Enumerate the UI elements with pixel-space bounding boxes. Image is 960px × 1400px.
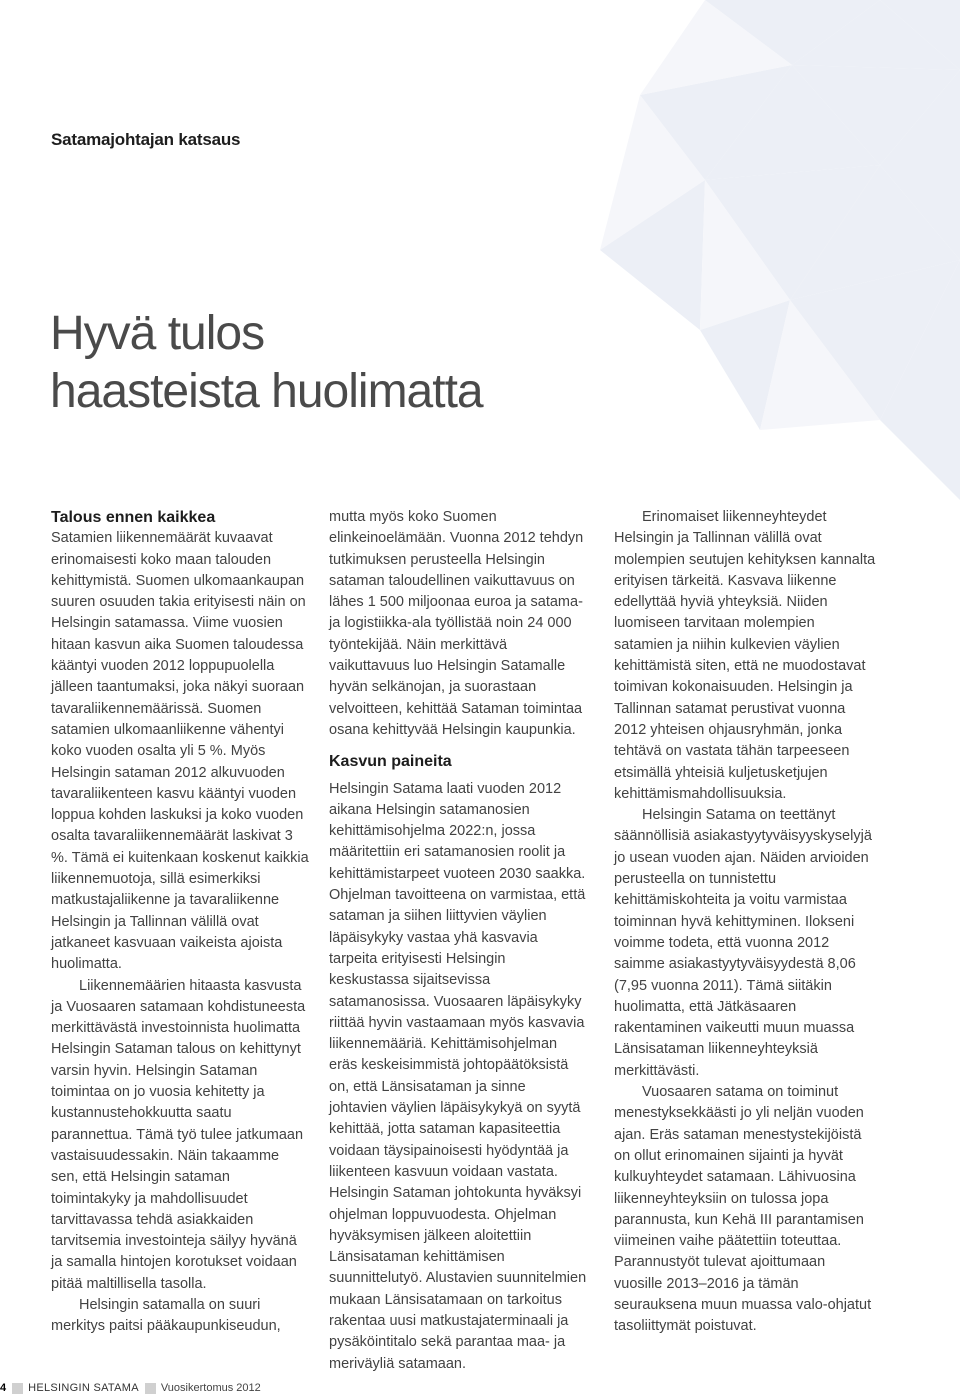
paragraph: Helsingin Satama laati vuoden 2012 aikana Helsingin satamanosien kehittämisohjelma 2022:n, jossa määritettiin eri satamanosien roolit ja kehittämistarpeet vuoteen 2030 saakka. Ohjelman tavoitteena on varmistaa, että sataman ja siihen liittyvien väylien läpäisykyky vastaa yhä kasvavia tarpeita erityisesti Helsingin keskustassa sijaitsevissa satamanosissa. Vuosaaren läpäisykyky riittää hyvin vastaamaan myös kasvavia liikennemääriä. Kehittämisohjelman eräs keskeisimmistä johtopäätöksistä on, että Länsisataman ja sinne johtavien väylien läpäisykykyä on syytä kehittää, jotta sataman kapasiteettia voidaan täysipainoisesti hyödyntää ja liikenteen kasvuun voidaan vastata. Helsingin Sataman johtokunta hyväksyi ohjelman loppuvuodesta. Ohjelman hyväksymisen jälkeen aloitettiin Länsisataman kehittämisen suunnittelutyö. Alustavien suunnitelmien mukaan Länsisatamaan on tarkoitus rakentaa uusi matkustajaterminaali ja pysäköintitalo sekä parantaa maa- ja meriväyliä satamaan. [329, 780, 587, 1372]
paragraph: Satamien liikennemäärät kuvaavat erinomaisesti koko maan talouden kehittymistä. Suomen ulkomaankaupan suuren osuuden takia erityisesti näin on Helsingin satamassa. Viime vuosien hitaan kasvun aika Suomen taloudessa kääntyi vuoden 2012 loppupuolella jälleen taantumaksi, joka näkyi suoraan tavaraliikennemäärissä. Suomen satamien ulkomaanliikenne vähentyi koko vuoden osalta yli 5 %. Myös Helsingin sataman 2012 alkuvuoden tavaraliikenteen kasvu kääntyi vuoden loppua kohden laskuksi ja koko vuoden osalta tavaraliikennemäärät laskivat 3 %. Tämä ei kuitenkaan koskenut kaikkia liikennemuotoja, sillä esimerkiksi matkustajaliikenne ja tavaraliikenne Helsingin ja Tallinnan välillä ovat jatkaneet kasvuaan vaikeista ajoista huolimatta. [51, 530, 309, 973]
report-name: Vuosikertomus 2012 [160, 1382, 261, 1394]
heading-kasvun-paineita: Kasvun paineita [329, 753, 452, 771]
section-label: Satamajohtajan katsaus [51, 130, 241, 149]
title-line-1: Hyvä tulos [50, 307, 265, 360]
publisher-name: HELSINGIN SATAMA [28, 1382, 139, 1394]
paragraph: Helsingin Satama on teettänyt säännöllisiä asiakastyytyväisyyskyselyjä jo usean vuoden ajan. Näiden arvioiden perusteella on tunnistettu kehittämiskohteita ja voitu varmistaa toiminnan hyvä kehittyminen. Ilokseni voimme todeta, että vuonna 2012 saimme asiakastyytyväisyydestä 8,06 (7,95 vuonna 2011). Tämä siitäkin huolimatta, että Jätkäsaaren rakentaminen vaikeutti muun muassa Länsisataman liikenneyhteyksiä merkittävästi. [614, 807, 872, 1079]
separator-square-icon [12, 1383, 23, 1394]
paragraph: Erinomaiset liikenneyhteydet Helsingin ja Tallinnan välillä ovat molempien seutujen kehityksen kannalta erityisen tärkeitä. Kasvava liikenne edellyttää hyviä yhteyksiä. Niiden luomiseen tarvitaan molempien satamien ja niihin kulkevien väylien kehittämistä siten, että ne muodostavat toimivan kokonaisuuden. Helsingin ja Tallinnan satamat perustivat vuonna 2012 yhteisen ohjausryhmän, jonka tehtävä on vastata tähän tarpeeseen etsimällä yhteisiä kuljetusketjujen kehittämismahdollisuuksia. [614, 509, 876, 802]
text-column-2 [329, 507, 587, 1375]
page-number: 4 [0, 1382, 7, 1394]
paragraph: Liikennemäärien hitaasta kasvusta ja Vuosaaren satamaan kohdistuneesta merkittävästä investoinnista huolimatta Helsingin Sataman talous on kehittynyt varsin hyvin. Helsingin Sataman toimintaa on jo vuosia kehitetty ja kustannustehokkuutta saatu parannettua. Tämä työ tulee jatkumaan vastaisuudessakin. Näin takaamme sen, että Helsingin sataman toimintakyky ja mahdollisuudet tarvittavassa tehdä asiakkaiden tarvitsemia investointeja säilyy hyvänä ja samalla hintojen korotukset voidaan pitää maltillisella tasolla. [51, 977, 306, 1292]
paragraph: mutta myös koko Suomen elinkeinoelämään. Vuonna 2012 tehdyn tutkimuksen perusteella Helsingin sataman taloudellinen vaikuttavuus on lähes 1 500 miljoonaa euroa ja satama- ja logistiikka-ala työllistää noin 24 000 työntekijää. Näin merkittävä vaikuttavuus luo Helsingin Satamalle hyvän selkänojan, ja suorastaan velvoitteen, kehittää Sataman toimintaa osana kehittyvää Helsingin kaupunkia. [329, 509, 584, 738]
paragraph: Helsingin satamalla on suuri merkitys paitsi pääkaupunkiseudun, [51, 1296, 281, 1335]
decorative-triangle-pattern [0, 0, 960, 520]
paragraph: Vuosaaren satama on toiminut menestyksekkäästi jo yli neljän vuoden ajan. Eräs sataman menestystekijöistä on ollut erinomainen sijainti ja hyvät kulkuyhteydet satamaan. Lähivuosina liikenneyhteyksiin on tulossa jopa parannusta, kun Kehä III parantamisen viimeinen vaihe päätettiin toteuttaa. Parannustyöt tulevat ajoittumaan vuosille 2013–2016 ja tämän seurauksena muun muassa valo-ohjatut tasoliittymät poistuvat. [614, 1084, 872, 1335]
heading-talous-ennen-kaikkea: Talous ennen kaikkea [51, 509, 216, 526]
text-column-1 [51, 507, 309, 1338]
page-footer [0, 1381, 261, 1395]
separator-square-icon [145, 1383, 156, 1394]
text-column-3 [614, 507, 876, 1338]
title-line-2: haasteista huolimatta [50, 365, 483, 418]
page-title [50, 305, 483, 421]
